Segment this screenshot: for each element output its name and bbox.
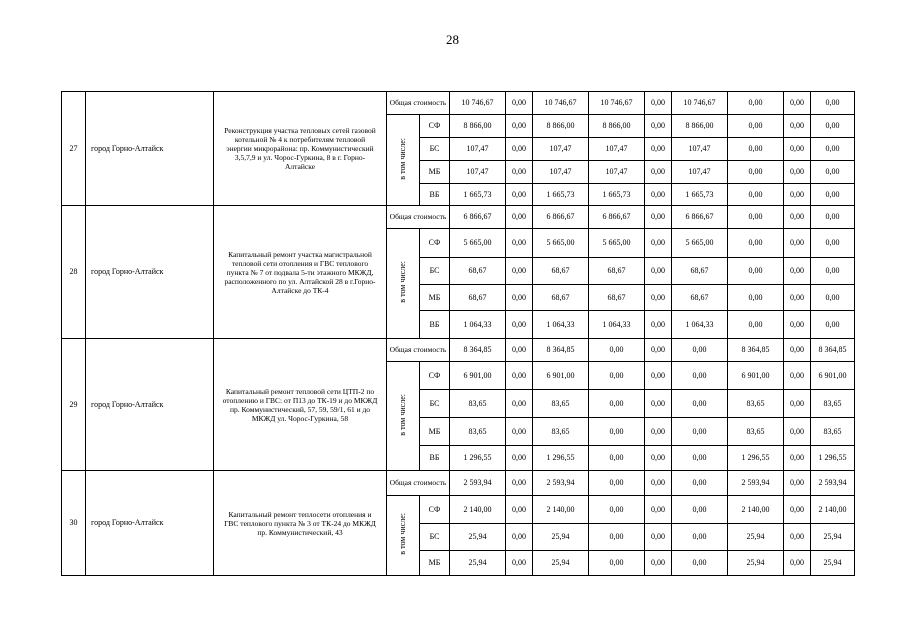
funding-source-code: ВБ: [420, 446, 450, 471]
source-value: 5 665,00: [589, 229, 645, 258]
total-value: 0,00: [784, 339, 811, 362]
total-value: 8 364,85: [728, 339, 784, 362]
source-value: 2 140,00: [533, 496, 589, 524]
source-value: 107,47: [672, 138, 728, 161]
funding-source-code: ВБ: [420, 184, 450, 206]
including-label-text: в том числе:: [398, 261, 408, 304]
source-value: 83,65: [533, 390, 589, 418]
total-value: 0,00: [672, 471, 728, 496]
source-value: 0,00: [506, 258, 533, 285]
source-value: 0,00: [728, 184, 784, 206]
source-value: 0,00: [811, 258, 855, 285]
source-value: 0,00: [728, 285, 784, 311]
program-table: [61, 91, 855, 576]
source-value: 0,00: [784, 446, 811, 471]
total-value: 6 866,67: [589, 206, 645, 229]
source-value: 0,00: [672, 551, 728, 576]
source-value: 107,47: [450, 138, 506, 161]
source-value: 0,00: [672, 362, 728, 390]
funding-source-code: МБ: [420, 161, 450, 184]
source-value: 107,47: [589, 138, 645, 161]
municipality: город Горно-Алтайск: [86, 92, 214, 206]
funding-source-code: СФ: [420, 362, 450, 390]
total-value: 0,00: [728, 92, 784, 115]
source-value: 0,00: [506, 446, 533, 471]
source-value: 0,00: [506, 161, 533, 184]
source-value: 5 665,00: [672, 229, 728, 258]
source-value: 25,94: [728, 524, 784, 551]
source-value: 0,00: [784, 390, 811, 418]
source-value: 1 665,73: [533, 184, 589, 206]
project-name: Капитальный ремонт теплосети отопления и ГВС теплового пункта № 3 от ТК-24 до МКЖД пр. Коммунистический, 43: [214, 471, 387, 576]
source-value: 68,67: [450, 285, 506, 311]
source-value: 0,00: [645, 229, 672, 258]
source-value: 0,00: [784, 551, 811, 576]
source-value: 0,00: [784, 418, 811, 446]
funding-source-code: БС: [420, 390, 450, 418]
source-value: 107,47: [533, 138, 589, 161]
project-total-row: [62, 206, 855, 229]
funding-source-code: БС: [420, 524, 450, 551]
funding-source-code: БС: [420, 138, 450, 161]
including-label: [387, 229, 420, 339]
source-value: 83,65: [728, 418, 784, 446]
funding-source-code: МБ: [420, 285, 450, 311]
total-value: 8 364,85: [533, 339, 589, 362]
project-name: Реконструкция участка тепловых сетей газовой котельной № 4 к потребителям тепловой энергии микрорайона: пр. Коммунистический 3,5,7,9 и ул. Чорос-Гуркина, 8 в г. Горно-Алтайске: [214, 92, 387, 206]
source-value: 0,00: [728, 138, 784, 161]
source-value: 0,00: [728, 229, 784, 258]
source-value: 0,00: [811, 285, 855, 311]
source-value: 2 140,00: [811, 496, 855, 524]
source-value: 0,00: [506, 229, 533, 258]
source-value: 0,00: [645, 390, 672, 418]
total-value: 0,00: [506, 92, 533, 115]
source-value: 2 140,00: [450, 496, 506, 524]
total-value: 0,00: [645, 471, 672, 496]
source-value: 0,00: [784, 524, 811, 551]
source-value: 83,65: [533, 418, 589, 446]
source-value: 0,00: [728, 115, 784, 138]
including-label-text: в том числе:: [398, 513, 408, 556]
source-value: 0,00: [784, 311, 811, 339]
source-value: 0,00: [645, 115, 672, 138]
row-number: 27: [62, 92, 86, 206]
source-value: 0,00: [672, 524, 728, 551]
source-value: 1 665,73: [450, 184, 506, 206]
total-value: 0,00: [506, 206, 533, 229]
source-value: 5 665,00: [450, 229, 506, 258]
funding-source-code: СФ: [420, 115, 450, 138]
source-value: 0,00: [784, 285, 811, 311]
source-value: 68,67: [672, 285, 728, 311]
total-value: 0,00: [728, 206, 784, 229]
source-value: 1 064,33: [589, 311, 645, 339]
total-value: 10 746,67: [450, 92, 506, 115]
source-value: 1 064,33: [450, 311, 506, 339]
total-value: 0,00: [645, 339, 672, 362]
source-value: 1 296,55: [533, 446, 589, 471]
source-value: 0,00: [506, 362, 533, 390]
source-value: 8 866,00: [589, 115, 645, 138]
total-value: 8 364,85: [450, 339, 506, 362]
source-value: 0,00: [672, 496, 728, 524]
source-value: 0,00: [672, 418, 728, 446]
funding-source-code: МБ: [420, 551, 450, 576]
source-value: 83,65: [450, 418, 506, 446]
source-value: 25,94: [811, 551, 855, 576]
total-value: 0,00: [506, 471, 533, 496]
total-value: 0,00: [784, 471, 811, 496]
row-number: 29: [62, 339, 86, 471]
source-value: 6 901,00: [728, 362, 784, 390]
source-value: 0,00: [589, 362, 645, 390]
source-value: 8 866,00: [672, 115, 728, 138]
total-value: 2 593,94: [533, 471, 589, 496]
source-value: 0,00: [784, 184, 811, 206]
project-total-row: [62, 471, 855, 496]
source-value: 0,00: [645, 285, 672, 311]
source-value: 0,00: [589, 524, 645, 551]
project-total-row: [62, 339, 855, 362]
source-value: 0,00: [811, 311, 855, 339]
source-value: 1 064,33: [672, 311, 728, 339]
source-value: 25,94: [533, 551, 589, 576]
source-value: 6 901,00: [811, 362, 855, 390]
source-value: 0,00: [506, 138, 533, 161]
source-value: 0,00: [645, 161, 672, 184]
source-value: 0,00: [784, 161, 811, 184]
source-value: 5 665,00: [533, 229, 589, 258]
source-value: 0,00: [645, 311, 672, 339]
source-value: 0,00: [811, 229, 855, 258]
source-value: 25,94: [811, 524, 855, 551]
total-value: 10 746,67: [533, 92, 589, 115]
source-value: 0,00: [506, 115, 533, 138]
source-value: 68,67: [450, 258, 506, 285]
row-number: 30: [62, 471, 86, 576]
source-value: 0,00: [728, 311, 784, 339]
source-value: 0,00: [811, 115, 855, 138]
total-cost-label: Общая стоимость: [387, 206, 450, 229]
total-value: 6 866,67: [533, 206, 589, 229]
source-value: 0,00: [506, 496, 533, 524]
source-value: 0,00: [784, 138, 811, 161]
total-cost-label: Общая стоимость: [387, 471, 450, 496]
total-value: 10 746,67: [589, 92, 645, 115]
source-value: 0,00: [645, 418, 672, 446]
total-value: 6 866,67: [672, 206, 728, 229]
source-value: 1 296,55: [728, 446, 784, 471]
source-value: 0,00: [645, 551, 672, 576]
source-value: 0,00: [645, 184, 672, 206]
including-label: [387, 115, 420, 206]
source-value: 0,00: [589, 496, 645, 524]
including-label: [387, 496, 420, 576]
total-value: 0,00: [784, 206, 811, 229]
source-value: 107,47: [533, 161, 589, 184]
total-value: 0,00: [811, 92, 855, 115]
source-value: 0,00: [506, 551, 533, 576]
source-value: 0,00: [811, 184, 855, 206]
source-value: 83,65: [450, 390, 506, 418]
total-value: 0,00: [784, 92, 811, 115]
source-value: 83,65: [811, 418, 855, 446]
source-value: 1 064,33: [533, 311, 589, 339]
funding-source-code: МБ: [420, 418, 450, 446]
source-value: 0,00: [506, 524, 533, 551]
source-value: 107,47: [672, 161, 728, 184]
total-value: 0,00: [645, 206, 672, 229]
municipality: город Горно-Алтайск: [86, 206, 214, 339]
source-value: 0,00: [645, 138, 672, 161]
municipality: город Горно-Алтайск: [86, 471, 214, 576]
source-value: 1 665,73: [672, 184, 728, 206]
total-value: 0,00: [811, 206, 855, 229]
source-value: 0,00: [506, 184, 533, 206]
total-value: 8 364,85: [811, 339, 855, 362]
source-value: 6 901,00: [533, 362, 589, 390]
source-value: 8 866,00: [450, 115, 506, 138]
source-value: 68,67: [589, 258, 645, 285]
total-cost-label: Общая стоимость: [387, 339, 450, 362]
total-value: 10 746,67: [672, 92, 728, 115]
source-value: 25,94: [533, 524, 589, 551]
source-value: 0,00: [506, 418, 533, 446]
source-value: 0,00: [645, 258, 672, 285]
source-value: 6 901,00: [450, 362, 506, 390]
source-value: 1 665,73: [589, 184, 645, 206]
source-value: 0,00: [589, 418, 645, 446]
including-label-text: в том числе:: [398, 393, 408, 436]
source-value: 83,65: [728, 390, 784, 418]
source-value: 25,94: [450, 524, 506, 551]
including-label-text: в том числе:: [398, 137, 408, 180]
source-value: 0,00: [784, 258, 811, 285]
source-value: 0,00: [784, 496, 811, 524]
funding-source-code: БС: [420, 258, 450, 285]
funding-source-code: СФ: [420, 496, 450, 524]
source-value: 0,00: [506, 311, 533, 339]
source-value: 68,67: [533, 285, 589, 311]
source-value: 83,65: [811, 390, 855, 418]
source-value: 0,00: [672, 390, 728, 418]
source-value: 0,00: [589, 551, 645, 576]
source-value: 0,00: [506, 285, 533, 311]
total-value: 0,00: [506, 339, 533, 362]
municipality: город Горно-Алтайск: [86, 339, 214, 471]
project-name: Капитальный ремонт участка магистральной тепловой сети отопления и ГВС теплового пункта № 7 от подвала 5-ти этажного МКЖД, расположенного по ул. Алтайской 28 в г.Горно-Алтайске до ТК-4: [214, 206, 387, 339]
source-value: 0,00: [728, 161, 784, 184]
source-value: 0,00: [811, 138, 855, 161]
source-value: 25,94: [728, 551, 784, 576]
total-value: 0,00: [589, 339, 645, 362]
source-value: 0,00: [811, 161, 855, 184]
source-value: 68,67: [589, 285, 645, 311]
source-value: 2 140,00: [728, 496, 784, 524]
source-value: 68,67: [672, 258, 728, 285]
total-value: 2 593,94: [728, 471, 784, 496]
total-cost-label: Общая стоимость: [387, 92, 450, 115]
source-value: 107,47: [589, 161, 645, 184]
source-value: 0,00: [589, 390, 645, 418]
source-value: 0,00: [672, 446, 728, 471]
source-value: 0,00: [506, 390, 533, 418]
source-value: 0,00: [645, 446, 672, 471]
source-value: 25,94: [450, 551, 506, 576]
source-value: 0,00: [784, 362, 811, 390]
total-value: 0,00: [589, 471, 645, 496]
source-value: 0,00: [645, 362, 672, 390]
total-value: 0,00: [645, 92, 672, 115]
source-value: 0,00: [645, 524, 672, 551]
table-body: [62, 92, 855, 576]
source-value: 0,00: [589, 446, 645, 471]
total-value: 0,00: [672, 339, 728, 362]
page-number: 28: [446, 32, 459, 47]
funding-source-code: СФ: [420, 229, 450, 258]
source-value: 1 296,55: [811, 446, 855, 471]
source-value: 0,00: [728, 258, 784, 285]
source-value: 0,00: [784, 115, 811, 138]
funding-source-code: ВБ: [420, 311, 450, 339]
source-value: 0,00: [784, 229, 811, 258]
source-value: 8 866,00: [533, 115, 589, 138]
total-value: 2 593,94: [450, 471, 506, 496]
source-value: 107,47: [450, 161, 506, 184]
total-value: 6 866,67: [450, 206, 506, 229]
total-value: 2 593,94: [811, 471, 855, 496]
project-total-row: [62, 92, 855, 115]
source-value: 1 296,55: [450, 446, 506, 471]
including-label: [387, 362, 420, 471]
project-name: Капитальный ремонт тепловой сети ЦТП-2 по отоплению и ГВС: от П13 до ТК-19 и до МКЖД пр. Коммунистический, 57, 59, 59/1, 61 и до МКЖД ул. Чорос-Гуркина, 58: [214, 339, 387, 471]
source-value: 68,67: [533, 258, 589, 285]
row-number: 28: [62, 206, 86, 339]
source-value: 0,00: [645, 496, 672, 524]
